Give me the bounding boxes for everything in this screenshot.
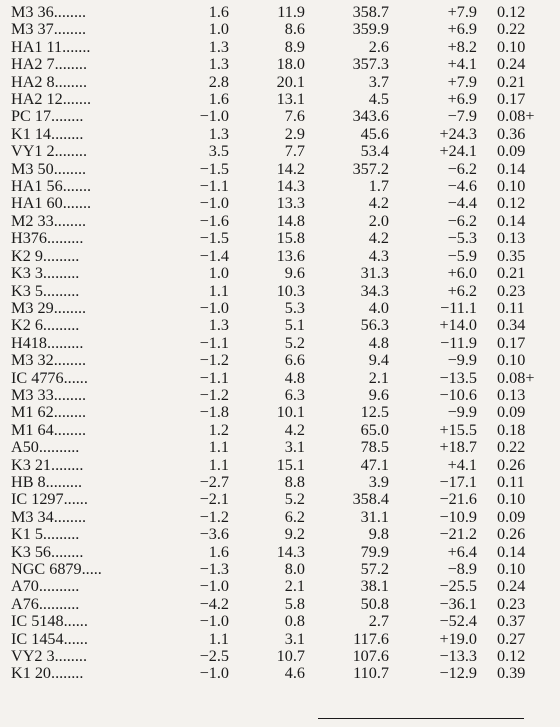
table-row [11,561,534,578]
value-col2-cell: 15.8 [276,229,305,248]
value-col4-cell: −21.6 [439,490,477,509]
object-name-cell: K1 14........ [11,124,84,143]
object-name-cell: M3 50........ [11,159,87,178]
value-col1-cell: 1.0 [208,264,229,283]
value-col2-cell: 6.3 [284,385,305,404]
value-col1-cell: 1.2 [208,420,229,439]
object-name-cell: M3 37........ [11,20,87,39]
value-col4-cell: +6.2 [447,281,477,300]
table-row [11,161,534,178]
value-col2-cell: 9.2 [284,525,305,544]
value-col5-cell: 0.09 [497,403,526,422]
object-name-cell: M1 64........ [11,420,87,439]
value-col3-cell: 2.0 [368,211,389,230]
value-col5-cell: 0.09 [497,507,526,526]
value-col4-cell: +4.1 [447,55,477,74]
value-col5-cell: 0.08+ [497,107,535,126]
table-row [11,474,534,491]
value-col2-cell: 11.9 [277,3,305,21]
value-col4-cell: +6.4 [447,542,477,561]
object-name-cell: M3 33........ [11,385,87,404]
value-col2-cell: 13.1 [276,90,305,109]
table-row [11,422,534,439]
value-col4-cell: −21.2 [439,525,477,544]
value-col1-cell: 1.6 [208,90,229,109]
value-col5-cell: 0.13 [497,385,526,404]
object-name-cell: HA2 8........ [11,72,87,91]
value-col5-cell: 0.14 [497,159,526,178]
value-col1-cell: 1.1 [208,629,229,648]
table-row [11,544,534,561]
value-col5-cell: 0.21 [497,264,526,283]
value-col3-cell: 47.1 [360,455,389,474]
object-name-cell: K2 9......... [11,246,80,265]
value-col1-cell: 1.0 [208,20,229,39]
object-name-cell: PC 17........ [11,107,84,126]
value-col4-cell: +19.0 [439,629,477,648]
object-name-cell: H376......... [11,229,84,248]
value-col2-cell: 5.1 [284,316,305,335]
value-col1-cell: −1.0 [199,107,229,126]
value-col1-cell: 1.1 [208,455,229,474]
value-col1-cell: −1.2 [199,351,229,370]
value-col5-cell: 0.10 [497,37,526,56]
value-col2-cell: 3.1 [284,629,305,648]
value-col1-cell: −2.5 [199,647,229,666]
value-col5-cell: 0.11 [497,472,525,491]
table-row [11,352,534,369]
value-col4-cell: −6.2 [447,159,477,178]
value-col2-cell: 8.0 [284,560,305,578]
object-name-cell: H418......... [11,333,84,352]
table-row [11,39,534,56]
value-col4-cell: +24.3 [439,124,477,143]
value-col4-cell: −13.3 [439,647,477,666]
value-col3-cell: 3.7 [368,72,389,91]
table-row [11,178,534,195]
table-row [11,317,534,334]
object-name-cell: HA1 56....... [11,177,92,196]
value-col3-cell: 56.3 [360,316,389,335]
value-col2-cell: 2.9 [284,124,305,143]
value-col4-cell: −5.3 [447,229,477,248]
value-col4-cell: −36.1 [439,594,477,613]
table-row [11,91,534,108]
value-col4-cell: −10.9 [439,507,477,526]
value-col3-cell: 117.6 [353,629,389,648]
value-col5-cell: 0.21 [497,72,526,91]
value-col2-cell: 14.8 [276,211,305,230]
object-name-cell: VY2 3........ [11,647,87,666]
value-col2-cell: 8.9 [284,37,305,56]
object-name-cell: K2 6......... [11,316,80,335]
table-row [11,195,534,212]
value-col4-cell: −4.6 [447,177,477,196]
value-col5-cell: 0.37 [497,612,526,631]
table-row [11,213,534,230]
value-col2-cell: 20.1 [276,72,305,91]
object-name-cell: HA2 7........ [11,55,87,74]
value-col2-cell: 7.7 [284,142,305,161]
value-col3-cell: 9.4 [368,351,389,370]
value-col3-cell: 2.7 [368,612,389,631]
value-col4-cell: −17.1 [439,472,477,491]
table-row [11,596,534,613]
value-col2-cell: 4.2 [284,420,305,439]
table-row [11,457,534,474]
value-col4-cell: −7.9 [447,107,477,126]
value-col3-cell: 4.2 [368,194,389,213]
object-name-cell: HB 8......... [11,472,83,491]
value-col4-cell: +6.0 [447,264,477,283]
value-col5-cell: 0.12 [497,647,526,666]
value-col3-cell: 79.9 [360,542,389,561]
value-col2-cell: 5.2 [284,333,305,352]
table-row [11,648,534,665]
value-col4-cell: −10.6 [439,385,477,404]
value-col2-cell: 14.3 [276,542,305,561]
value-col3-cell: 110.7 [353,664,389,683]
value-col5-cell: 0.10 [497,560,526,578]
value-col5-cell: 0.12 [497,3,526,21]
value-col3-cell: 65.0 [360,420,389,439]
value-col1-cell: 1.3 [208,124,229,143]
value-col2-cell: 7.6 [284,107,305,126]
value-col1-cell: 1.3 [208,37,229,56]
value-col2-cell: 14.2 [276,159,305,178]
value-col5-cell: 0.10 [497,177,526,196]
table-row [11,126,534,143]
object-name-cell: M3 34........ [11,507,87,526]
value-col2-cell: 10.7 [276,647,305,666]
value-col3-cell: 358.4 [352,490,389,509]
value-col1-cell: 1.1 [208,281,229,300]
value-col4-cell: −11.1 [440,298,477,317]
value-col5-cell: 0.22 [497,20,526,39]
value-col5-cell: 0.09 [497,142,526,161]
value-col1-cell: −1.3 [199,560,229,578]
value-col4-cell: +15.5 [439,420,477,439]
value-col2-cell: 5.8 [284,594,305,613]
value-col1-cell: 1.3 [208,316,229,335]
value-col5-cell: 0.39 [497,664,526,683]
value-col1-cell: −2.1 [199,490,229,509]
table-row [11,283,534,300]
value-col4-cell: −52.4 [439,612,477,631]
value-col3-cell: 1.7 [368,177,389,196]
value-col3-cell: 4.8 [368,333,389,352]
value-col3-cell: 4.5 [368,90,389,109]
table-row [11,248,534,265]
value-col4-cell: −9.9 [447,403,477,422]
value-col2-cell: 13.6 [276,246,305,265]
value-col3-cell: 2.6 [368,37,389,56]
object-name-cell: K1 5......... [11,525,80,544]
value-col5-cell: 0.23 [497,281,526,300]
value-col2-cell: 8.6 [284,20,305,39]
value-col5-cell: 0.26 [497,455,526,474]
object-name-cell: A70.......... [11,577,80,596]
value-col3-cell: 78.5 [360,438,389,457]
value-col3-cell: 343.6 [352,107,389,126]
table-row [11,631,534,648]
table-row [11,387,534,404]
value-col3-cell: 4.2 [368,229,389,248]
value-col1-cell: −2.7 [199,472,229,491]
value-col5-cell: 0.36 [497,124,526,143]
value-col1-cell: −1.5 [199,229,229,248]
value-col2-cell: 14.3 [276,177,305,196]
object-name-cell: IC 1454...... [11,629,88,648]
value-col4-cell: −5.9 [447,246,477,265]
object-name-cell: K3 21........ [11,455,84,474]
value-col3-cell: 2.1 [368,368,389,387]
object-name-cell: K3 56........ [11,542,84,561]
data-table [11,4,534,683]
value-col2-cell: 5.3 [284,298,305,317]
value-col4-cell: −11.9 [440,333,477,352]
table-row [11,4,534,21]
value-col1-cell: −1.2 [199,385,229,404]
table-row [11,509,534,526]
value-col5-cell: 0.10 [497,490,526,509]
object-name-cell: HA1 11....... [11,37,91,56]
value-col5-cell: 0.13 [497,229,526,248]
value-col5-cell: 0.10 [497,351,526,370]
value-col2-cell: 4.6 [284,664,305,683]
object-name-cell: IC 4776...... [11,368,88,387]
object-name-cell: VY1 2........ [11,142,87,161]
value-col5-cell: 0.14 [497,211,526,230]
table-body [11,4,534,683]
value-col2-cell: 4.8 [284,368,305,387]
value-col4-cell: −8.9 [447,560,477,578]
table-row [11,404,534,421]
value-col4-cell: +7.9 [447,72,477,91]
value-col5-cell: 0.22 [497,438,526,457]
value-col1-cell: −1.0 [199,298,229,317]
table-row [11,439,534,456]
value-col1-cell: −1.6 [199,211,229,230]
value-col2-cell: 2.1 [284,577,305,596]
value-col2-cell: 18.0 [276,55,305,74]
value-col5-cell: 0.27 [497,629,526,648]
value-col3-cell: 3.9 [368,472,389,491]
value-col3-cell: 9.8 [368,525,389,544]
value-col4-cell: −9.9 [447,351,477,370]
value-col1-cell: −1.8 [199,403,229,422]
value-col5-cell: 0.24 [497,577,526,596]
value-col3-cell: 31.3 [360,264,389,283]
object-name-cell: K3 3......... [11,264,80,283]
object-name-cell: HA1 60....... [11,194,92,213]
object-name-cell: K3 5......... [11,281,80,300]
value-col2-cell: 15.1 [276,455,305,474]
value-col3-cell: 4.0 [368,298,389,317]
table-row [11,370,534,387]
value-col2-cell: 5.2 [284,490,305,509]
value-col4-cell: +24.1 [439,142,477,161]
value-col1-cell: −1.4 [199,246,229,265]
value-col3-cell: 53.4 [360,142,389,161]
value-col2-cell: 6.6 [284,351,305,370]
table-row [11,265,534,282]
value-col5-cell: 0.34 [497,316,526,335]
table-row [11,230,534,247]
table-row [11,491,534,508]
object-name-cell: HA2 12....... [11,90,92,109]
table-row [11,335,534,352]
object-name-cell: M3 32........ [11,351,87,370]
value-col3-cell: 34.3 [360,281,389,300]
value-col4-cell: +7.9 [447,3,477,21]
table-row [11,578,534,595]
value-col5-cell: 0.12 [497,194,526,213]
object-name-cell: IC 5148...... [11,612,88,631]
value-col4-cell: +14.0 [439,316,477,335]
table-row [11,108,534,125]
object-name-cell: M3 29........ [11,298,87,317]
table-row [11,613,534,630]
value-col2-cell: 13.3 [276,194,305,213]
object-name-cell: A76.......... [11,594,80,613]
value-col5-cell: 0.11 [497,298,525,317]
value-col1-cell: 1.3 [208,55,229,74]
value-col3-cell: 359.9 [352,20,389,39]
value-col3-cell: 357.3 [352,55,389,74]
value-col3-cell: 50.8 [360,594,389,613]
value-col3-cell: 4.3 [368,246,389,265]
value-col1-cell: −1.1 [199,177,229,196]
value-col4-cell: +8.2 [447,37,477,56]
value-col4-cell: −25.5 [439,577,477,596]
value-col1-cell: −3.6 [199,525,229,544]
value-col4-cell: +4.1 [447,455,477,474]
table-row [11,21,534,38]
object-name-cell: M3 36........ [11,3,87,21]
value-col4-cell: −13.5 [439,368,477,387]
bottom-rule [318,718,524,719]
value-col5-cell: 0.14 [497,542,526,561]
value-col5-cell: 0.26 [497,525,526,544]
value-col4-cell: +18.7 [439,438,477,457]
value-col2-cell: 10.1 [276,403,305,422]
value-col4-cell: −6.2 [447,211,477,230]
value-col2-cell: 9.6 [284,264,305,283]
value-col1-cell: −1.0 [199,194,229,213]
value-col5-cell: 0.24 [497,55,526,74]
value-col1-cell: 1.6 [208,3,229,21]
value-col3-cell: 357.2 [352,159,389,178]
value-col4-cell: +6.9 [447,20,477,39]
value-col3-cell: 12.5 [360,403,389,422]
table-row [11,665,534,682]
value-col1-cell: −1.0 [199,664,229,683]
value-col2-cell: 10.3 [276,281,305,300]
object-name-cell: M1 62........ [11,403,87,422]
value-col4-cell: +6.9 [447,90,477,109]
table-row [11,143,534,160]
value-col3-cell: 107.6 [352,647,389,666]
value-col4-cell: −12.9 [439,664,477,683]
value-col1-cell: −1.1 [199,368,229,387]
value-col2-cell: 8.8 [284,472,305,491]
value-col3-cell: 9.6 [368,385,389,404]
value-col5-cell: 0.08+ [497,368,535,387]
table-row [11,526,534,543]
value-col5-cell: 0.23 [497,594,526,613]
value-col5-cell: 0.17 [497,90,526,109]
value-col2-cell: 3.1 [284,438,305,457]
value-col3-cell: 45.6 [360,124,389,143]
value-col1-cell: 1.6 [208,542,229,561]
value-col5-cell: 0.18 [497,420,526,439]
value-col1-cell: 3.5 [208,142,229,161]
object-name-cell: IC 1297...... [11,490,88,509]
value-col4-cell: −4.4 [447,194,477,213]
value-col1-cell: 1.1 [208,438,229,457]
object-name-cell: NGC 6879..... [11,560,102,578]
value-col1-cell: −1.0 [199,577,229,596]
table-row [11,56,534,73]
value-col1-cell: −1.5 [199,159,229,178]
value-col5-cell: 0.35 [497,246,526,265]
value-col1-cell: 2.8 [208,72,229,91]
value-col1-cell: −1.2 [199,507,229,526]
value-col2-cell: 0.8 [284,612,305,631]
value-col5-cell: 0.17 [497,333,526,352]
object-name-cell: A50.......... [11,438,80,457]
object-name-cell: K1 20........ [11,664,84,683]
object-name-cell: M2 33........ [11,211,87,230]
value-col1-cell: −4.2 [199,594,229,613]
value-col3-cell: 358.7 [352,3,389,21]
value-col3-cell: 31.1 [360,507,389,526]
value-col2-cell: 6.2 [284,507,305,526]
table-row [11,300,534,317]
value-col1-cell: −1.0 [199,612,229,631]
value-col3-cell: 57.2 [360,560,389,578]
value-col3-cell: 38.1 [360,577,389,596]
value-col1-cell: −1.1 [199,333,229,352]
table-row [11,74,534,91]
